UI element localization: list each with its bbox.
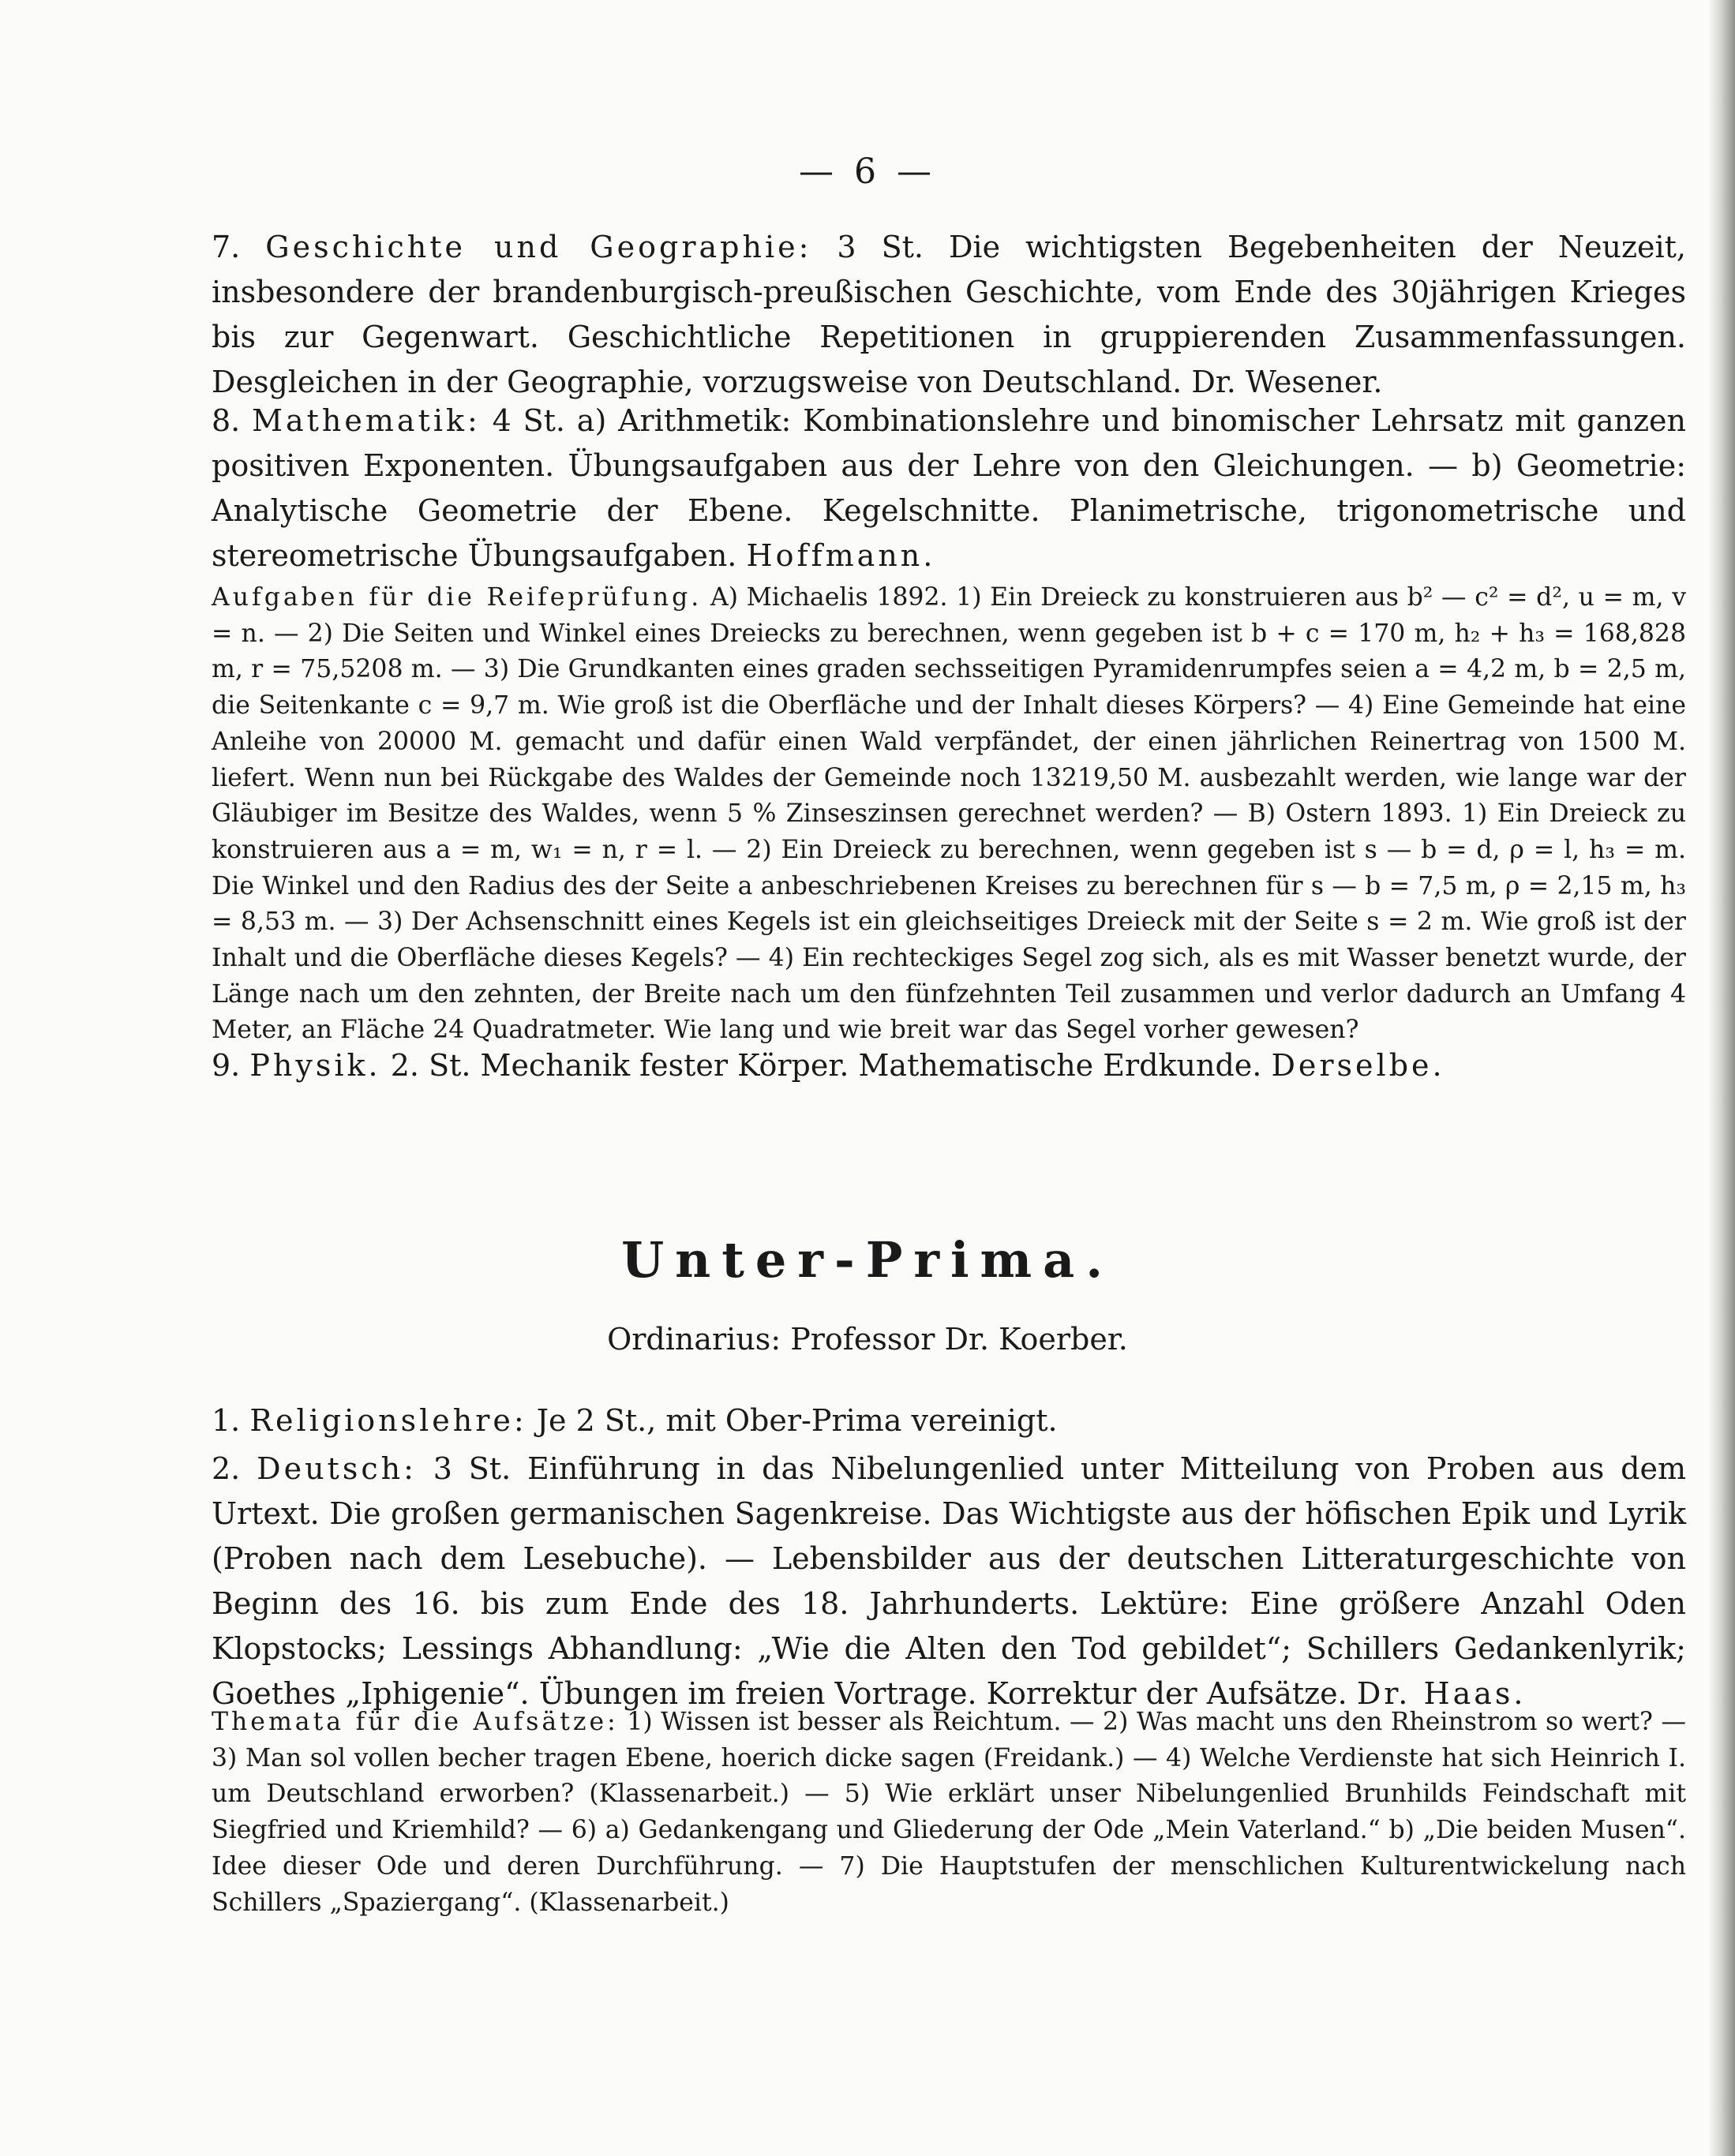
history-teacher: Dr. Wesener. — [1191, 365, 1383, 399]
physics-paragraph — [212, 1043, 1686, 1088]
history-heading: Geschichte und Geographie: — [265, 230, 812, 264]
essays-text: 1) Wissen ist besser als Reichtum. — 2) Was macht uns den Rheinstrom so wert? — 3) Man sol vollen becher tragen Ebene, hoerich dicke sagen (Freidank.) — 4) Welche Verdienste hat sich Heinrich I. um Deutschland erworben? (Klassenarbeit.) — 5) Wie erklärt unser Nibelungenlied Brunhilds Feindschaft mit Siegfried und Kriemhild? — 6) a) Gedankengang und Gliederung der Ode „Mein Vaterland.“ b) „Die beiden Musen“. Idee dieser Ode und deren Durchführung. — 7) Die Hauptstufen der menschlichen Kulturentwickelung nach Schillers „Spaziergang“. (Klassenarbeit.) — [212, 1708, 1686, 1917]
physics-heading: Physik. — [249, 1048, 381, 1083]
religion-paragraph — [212, 1398, 1686, 1443]
german-paragraph — [212, 1447, 1686, 1716]
exam-paragraph — [212, 580, 1686, 1049]
religion-number: 1. — [212, 1403, 241, 1438]
math-paragraph — [212, 399, 1686, 578]
page-number: — 6 — — [799, 152, 936, 192]
physics-number: 9. — [212, 1048, 241, 1083]
history-text: 3 St. Die wichtigsten Begebenheiten der Neuzeit, insbesondere der brandenburgisch-preußischen Geschichte, vom Ende des 30jährigen Krieges bis zur Gegenwart. Geschichtliche Repetitionen in gruppierenden Zusammenfassungen. Desgleichen in der Geographie, vorzugsweise von Deutschland. — [212, 230, 1686, 399]
religion-text: Je 2 St., mit Ober-Prima vereinigt. — [536, 1403, 1058, 1438]
math-heading: Mathematik: — [252, 403, 481, 438]
history-paragraph — [212, 225, 1686, 405]
physics-teacher: Derselbe. — [1271, 1048, 1445, 1083]
math-number: 8. — [212, 403, 241, 438]
history-number: 7. — [212, 230, 241, 264]
math-teacher: Hoffmann. — [746, 538, 936, 573]
page-edge-shadow — [1708, 0, 1735, 2156]
essays-heading: Themata für die Aufsätze: — [212, 1708, 619, 1736]
religion-heading: Religionslehre: — [249, 1403, 527, 1438]
exam-heading: Aufgaben für die Reifeprüfung. — [212, 583, 703, 612]
exam-text: A) Michaelis 1892. 1) Ein Dreieck zu konstruieren aus b² — c² = d², u = m, v = n. — 2) Die Seiten und Winkel eines Dreiecks zu berechnen, wenn gegeben ist b + c = 170 m, h₂ + h₃ = 168,828 m, r = 75,5208 m. — 3) Die Grundkanten eines graden sechsseitigen Pyramidenrumpfes seien a = 4,2 m, b = 2,5 m, die Seitenkante c = 9,7 m. Wie groß ist die Oberfläche und der Inhalt dieses Körpers? — 4) Eine Gemeinde hat eine Anleihe von 20000 M. gemacht und dafür einen Wald verpfändet, der einen jährlichen Reinertrag von 1500 M. liefert. Wenn nun bei Rückgabe des Waldes der Gemeinde noch 13219,50 M. ausbezahlt werden, wie lange war der Gläubiger im Besitze des Waldes, wenn 5 % Zinseszinsen gerechnet werden? — B) Ostern 1893. 1) Ein Dreieck zu konstruieren aus a = m, w₁ = n, r = l. — 2) Ein Dreieck zu berechnen, wenn gegeben ist s — b = d, ρ = l, h₃ = m. Die Winkel und den Radius des der Seite a anbeschriebenen Kreises zu berechnen für s — b = 7,5 m, ρ = 2,15 m, h₃ = 8,53 m. — 3) Der Achsenschnitt eines Kegels ist ein gleichseitiges Dreieck mit der Seite s = 2 m. Wie groß ist der Inhalt und die Oberfläche dieses Kegels? — 4) Ein rechteckiges Segel zog sich, als es mit Wasser benetzt wurde, der Länge nach um den zehnten, der Breite nach um den fünfzehnten Teil zusammen und verlor dadurch an Umfang 4 Meter, an Fläche 24 Quadratmeter. Wie lang und wie breit war das Segel vorher gewesen? — [212, 583, 1687, 1045]
essays-paragraph — [212, 1705, 1686, 1921]
german-teacher: Dr. Haas. — [1356, 1676, 1527, 1711]
math-text: 4 St. a) Arithmetik: Kombinationslehre und binomischer Lehrsatz mit ganzen positiven Exponenten. Übungsaufgaben aus der Lehre von den Gleichungen. — b) Geometrie: Analytische Geometrie der Ebene. Kegelschnitte. Planimetrische, trigonometrische und stereometrische Übungsaufgaben. — [212, 403, 1686, 573]
physics-text: 2. St. Mechanik fester Körper. Mathematische Erdkunde. — [390, 1048, 1262, 1083]
section-title: Unter-Prima. — [621, 1231, 1114, 1289]
german-text: 3 St. Einführung in das Nibelungenlied unter Mitteilung von Proben aus dem Urtext. Die großen germanischen Sagenkreise. Das Wichtigste aus der höfischen Epik und Lyrik (Proben nach dem Lesebuche). — Lebensbilder aus der deutschen Litteraturgeschichte von Beginn des 16. bis zum Ende des 18. Jahrhunderts. Lektüre: Eine größere Anzahl Oden Klopstocks; Lessings Abhandlung: „Wie die Alten den Tod gebildet“; Schillers Gedankenlyrik; Goethes „Iphigenie“. Übungen im freien Vortrage. Korrektur der Aufsätze. — [212, 1451, 1686, 1711]
german-heading: Deutsch: — [257, 1451, 417, 1486]
german-number: 2. — [212, 1451, 241, 1486]
section-ordinarius: Ordinarius: Professor Dr. Koerber. — [607, 1322, 1128, 1357]
